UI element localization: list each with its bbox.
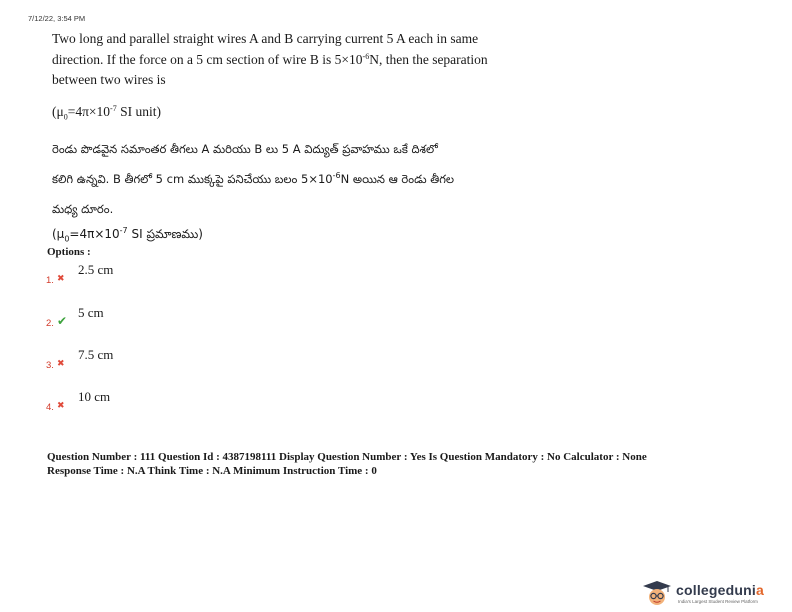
cross-icon: ✖ bbox=[57, 401, 65, 411]
option-number: 1. bbox=[46, 275, 54, 286]
option-number: 4. bbox=[46, 402, 54, 413]
question-text-english: Two long and parallel straight wires A and B carrying current 5 A each in same direction. If the force on a 5 cm section of wire B is $5\times 10^{-6}N$, then the separation between two wires is bbox=[52, 31, 488, 87]
option-text: 2.5 cm bbox=[78, 262, 114, 277]
graduate-face-icon bbox=[642, 580, 672, 606]
collegedunia-logo bbox=[642, 580, 787, 606]
options-heading: Options : bbox=[47, 246, 91, 258]
option-text: 10 cm bbox=[78, 389, 111, 404]
metadata-line-2: Response Time : N.A Think Time : N.A Minimum Instruction Time : 0 bbox=[47, 465, 377, 477]
print-timestamp: 7/12/22, 3:54 PM bbox=[28, 14, 86, 23]
logo-wordmark: collegedunia bbox=[676, 582, 764, 598]
metadata-line-1: Question Number : 111 Question Id : 4387198111 Display Question Number : Yes Is Question Mandatory : No Calculator : None bbox=[47, 451, 647, 463]
option-text: 5 cm bbox=[78, 305, 104, 320]
constant-telugu: ($\mu_0=4\pi\times 10^{-7}$ SI ప్రమాణము) bbox=[52, 225, 203, 244]
question-block bbox=[52, 29, 582, 256]
option-text: 7.5 cm bbox=[78, 347, 114, 362]
question-text-telugu: రెండు పొడవైన సమాంతర తీగలు A మరియు B లు 5 A విద్యుత్ ప్రవాహము ఒకే దిశలో కలిగి ఉన్నవి. B తీగలో 5 cm ముక్కపై పనిచేయు బలం $5\times 10^{-6}N$ అయిన ఆ రెండు తీగల మధ్య దూరం. bbox=[52, 141, 455, 216]
option-number: 3. bbox=[46, 360, 54, 371]
question-metadata bbox=[47, 450, 747, 478]
check-icon: ✔ bbox=[57, 314, 68, 328]
cross-icon: ✖ bbox=[57, 359, 65, 369]
cross-icon: ✖ bbox=[57, 274, 65, 284]
option-number: 2. bbox=[46, 318, 54, 329]
constant-english: ($\mu_0=4\pi\times 10^{-7}$ SI unit) bbox=[52, 103, 161, 122]
logo-tagline: India's Largest Student Review Platform bbox=[678, 599, 758, 604]
